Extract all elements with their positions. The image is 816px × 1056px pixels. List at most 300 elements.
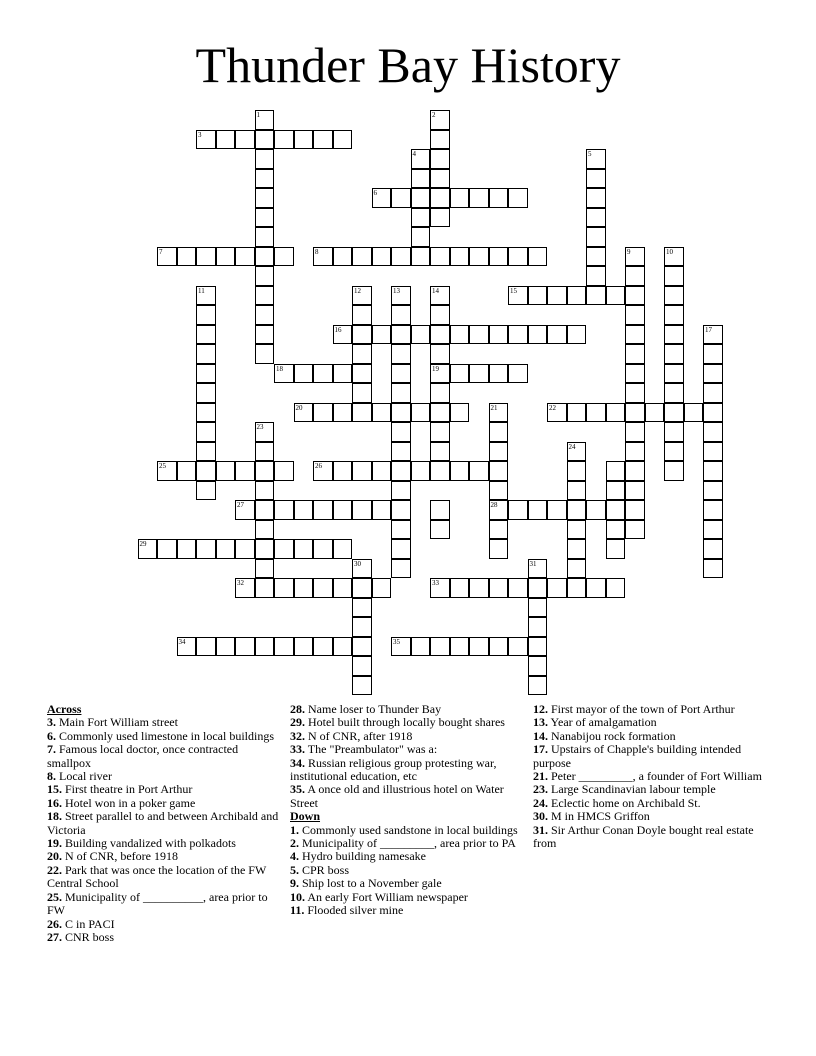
grid-cell[interactable] — [216, 539, 236, 559]
grid-cell[interactable] — [430, 442, 450, 462]
grid-cell[interactable] — [625, 247, 645, 267]
grid-cell[interactable] — [255, 422, 275, 442]
grid-cell[interactable] — [508, 325, 528, 345]
grid-cell[interactable] — [352, 578, 372, 598]
grid-cell[interactable] — [528, 598, 548, 618]
grid-cell[interactable] — [333, 637, 353, 657]
grid-cell[interactable] — [703, 422, 723, 442]
grid-cell[interactable] — [313, 539, 333, 559]
grid-cell[interactable] — [255, 520, 275, 540]
grid-cell[interactable] — [625, 461, 645, 481]
grid-cell[interactable] — [528, 676, 548, 696]
grid-cell[interactable] — [352, 383, 372, 403]
grid-cell[interactable] — [528, 286, 548, 306]
grid-cell[interactable] — [489, 325, 509, 345]
grid-cell[interactable] — [547, 325, 567, 345]
grid-cell[interactable] — [216, 637, 236, 657]
grid-cell[interactable] — [567, 442, 587, 462]
grid-cell[interactable] — [430, 500, 450, 520]
grid-cell[interactable] — [664, 286, 684, 306]
grid-cell[interactable] — [391, 500, 411, 520]
grid-cell[interactable] — [391, 461, 411, 481]
grid-cell[interactable] — [196, 130, 216, 150]
grid-cell[interactable] — [450, 188, 470, 208]
grid-cell[interactable] — [508, 364, 528, 384]
grid-cell[interactable] — [430, 383, 450, 403]
grid-cell[interactable] — [196, 247, 216, 267]
grid-cell[interactable] — [664, 305, 684, 325]
grid-cell[interactable] — [508, 500, 528, 520]
grid-cell[interactable] — [255, 461, 275, 481]
grid-cell[interactable] — [586, 403, 606, 423]
grid-cell[interactable] — [313, 130, 333, 150]
grid-cell[interactable] — [703, 520, 723, 540]
grid-cell[interactable] — [177, 637, 197, 657]
grid-cell[interactable] — [411, 149, 431, 169]
grid-cell[interactable] — [274, 539, 294, 559]
grid-cell[interactable] — [469, 578, 489, 598]
grid-cell[interactable] — [372, 188, 392, 208]
grid-cell[interactable] — [391, 325, 411, 345]
grid-cell[interactable] — [313, 247, 333, 267]
grid-cell[interactable] — [313, 364, 333, 384]
grid-cell[interactable] — [294, 403, 314, 423]
grid-cell[interactable] — [625, 364, 645, 384]
grid-cell[interactable] — [450, 364, 470, 384]
grid-cell[interactable] — [508, 578, 528, 598]
grid-cell[interactable] — [508, 188, 528, 208]
grid-cell[interactable] — [352, 364, 372, 384]
grid-cell[interactable] — [274, 500, 294, 520]
clue-item — [290, 783, 522, 810]
grid-cell[interactable] — [547, 403, 567, 423]
grid-cell[interactable] — [138, 539, 158, 559]
grid-cell[interactable] — [508, 637, 528, 657]
grid-cell[interactable] — [372, 578, 392, 598]
grid-cell[interactable] — [703, 403, 723, 423]
grid-cell[interactable] — [391, 637, 411, 657]
grid-cell[interactable] — [567, 578, 587, 598]
grid-cell[interactable] — [294, 578, 314, 598]
grid-cell[interactable] — [177, 247, 197, 267]
grid-cell[interactable] — [625, 422, 645, 442]
grid-cell[interactable] — [411, 169, 431, 189]
grid-cell[interactable] — [664, 403, 684, 423]
clue-number: 28 — [490, 501, 498, 509]
grid-cell[interactable] — [586, 227, 606, 247]
grid-cell[interactable] — [664, 364, 684, 384]
grid-cell[interactable] — [255, 559, 275, 579]
grid-cell[interactable] — [196, 637, 216, 657]
grid-cell[interactable] — [352, 325, 372, 345]
grid-cell[interactable] — [489, 247, 509, 267]
grid-cell[interactable] — [216, 130, 236, 150]
grid-cell[interactable] — [703, 461, 723, 481]
grid-cell[interactable] — [255, 325, 275, 345]
grid-cell[interactable] — [469, 461, 489, 481]
grid-cell[interactable] — [430, 364, 450, 384]
grid-cell[interactable] — [196, 442, 216, 462]
grid-cell[interactable] — [216, 461, 236, 481]
grid-cell[interactable] — [372, 500, 392, 520]
grid-cell[interactable] — [489, 188, 509, 208]
grid-cell[interactable] — [255, 500, 275, 520]
grid-cell[interactable] — [528, 656, 548, 676]
grid-cell[interactable] — [664, 461, 684, 481]
grid-cell[interactable] — [430, 520, 450, 540]
grid-cell[interactable] — [255, 110, 275, 130]
grid-cell[interactable] — [255, 305, 275, 325]
grid-cell[interactable] — [489, 637, 509, 657]
grid-cell[interactable] — [196, 481, 216, 501]
grid-cell[interactable] — [664, 266, 684, 286]
grid-cell[interactable] — [430, 110, 450, 130]
grid-cell[interactable] — [411, 188, 431, 208]
grid-cell[interactable] — [703, 383, 723, 403]
grid-cell[interactable] — [255, 266, 275, 286]
grid-cell[interactable] — [333, 539, 353, 559]
grid-cell[interactable] — [567, 325, 587, 345]
grid-cell[interactable] — [430, 188, 450, 208]
grid-cell[interactable] — [352, 559, 372, 579]
grid-cell[interactable] — [196, 325, 216, 345]
grid-cell[interactable] — [606, 520, 626, 540]
grid-cell[interactable] — [391, 344, 411, 364]
grid-cell[interactable] — [294, 539, 314, 559]
grid-cell[interactable] — [430, 461, 450, 481]
grid-cell[interactable] — [489, 578, 509, 598]
grid-cell[interactable] — [196, 344, 216, 364]
grid-cell[interactable] — [196, 364, 216, 384]
grid-cell[interactable] — [469, 188, 489, 208]
grid-cell[interactable] — [586, 208, 606, 228]
grid-cell[interactable] — [703, 481, 723, 501]
clue-item — [47, 850, 279, 863]
grid-cell[interactable] — [294, 364, 314, 384]
grid-cell[interactable] — [606, 461, 626, 481]
grid-cell[interactable] — [391, 422, 411, 442]
grid-cell[interactable] — [508, 247, 528, 267]
grid-cell[interactable] — [547, 500, 567, 520]
grid-cell[interactable] — [430, 305, 450, 325]
grid-cell[interactable] — [157, 247, 177, 267]
grid-cell[interactable] — [625, 442, 645, 462]
grid-cell[interactable] — [196, 305, 216, 325]
grid-cell[interactable] — [450, 403, 470, 423]
grid-cell[interactable] — [450, 578, 470, 598]
grid-cell[interactable] — [255, 539, 275, 559]
grid-cell[interactable] — [586, 500, 606, 520]
grid-cell[interactable] — [411, 208, 431, 228]
grid-cell[interactable] — [625, 286, 645, 306]
grid-cell[interactable] — [430, 130, 450, 150]
grid-cell[interactable] — [391, 520, 411, 540]
grid-cell[interactable] — [469, 325, 489, 345]
grid-cell[interactable] — [664, 325, 684, 345]
grid-cell[interactable] — [255, 578, 275, 598]
grid-cell[interactable] — [255, 130, 275, 150]
grid-cell[interactable] — [606, 481, 626, 501]
grid-cell[interactable] — [625, 266, 645, 286]
grid-cell[interactable] — [352, 598, 372, 618]
grid-cell[interactable] — [235, 500, 255, 520]
grid-cell[interactable] — [489, 500, 509, 520]
grid-cell[interactable] — [352, 403, 372, 423]
grid-cell[interactable] — [391, 403, 411, 423]
grid-cell[interactable] — [469, 247, 489, 267]
grid-cell[interactable] — [528, 578, 548, 598]
grid-cell[interactable] — [430, 149, 450, 169]
grid-cell[interactable] — [664, 344, 684, 364]
grid-cell[interactable] — [450, 637, 470, 657]
grid-cell[interactable] — [664, 422, 684, 442]
grid-cell[interactable] — [489, 461, 509, 481]
grid-cell[interactable] — [684, 403, 704, 423]
grid-cell[interactable] — [352, 637, 372, 657]
grid-cell[interactable] — [586, 286, 606, 306]
grid-cell[interactable] — [235, 247, 255, 267]
grid-cell[interactable] — [567, 500, 587, 520]
grid-cell[interactable] — [508, 286, 528, 306]
grid-cell[interactable] — [489, 364, 509, 384]
grid-cell[interactable] — [430, 325, 450, 345]
grid-cell[interactable] — [625, 325, 645, 345]
grid-cell[interactable] — [411, 247, 431, 267]
grid-cell[interactable] — [703, 344, 723, 364]
grid-cell[interactable] — [196, 403, 216, 423]
grid-cell[interactable] — [235, 130, 255, 150]
grid-cell[interactable] — [430, 403, 450, 423]
grid-cell[interactable] — [430, 344, 450, 364]
grid-cell[interactable] — [625, 305, 645, 325]
grid-cell[interactable] — [664, 247, 684, 267]
grid-cell[interactable] — [703, 442, 723, 462]
grid-cell[interactable] — [411, 227, 431, 247]
grid-cell[interactable] — [528, 617, 548, 637]
grid-cell[interactable] — [333, 500, 353, 520]
grid-cell[interactable] — [645, 403, 665, 423]
grid-cell[interactable] — [274, 130, 294, 150]
grid-cell[interactable] — [196, 383, 216, 403]
grid-cell[interactable] — [352, 500, 372, 520]
grid-cell[interactable] — [372, 247, 392, 267]
grid-cell[interactable] — [567, 520, 587, 540]
grid-cell[interactable] — [352, 247, 372, 267]
grid-cell[interactable] — [489, 403, 509, 423]
grid-cell[interactable] — [352, 344, 372, 364]
clue-item — [47, 931, 279, 944]
grid-cell[interactable] — [430, 208, 450, 228]
grid-cell[interactable] — [391, 442, 411, 462]
grid-cell[interactable] — [625, 520, 645, 540]
clue-item-text: Park that was once the location of the FW Central School — [47, 862, 267, 891]
grid-cell[interactable] — [411, 325, 431, 345]
grid-cell[interactable] — [294, 637, 314, 657]
grid-cell[interactable] — [391, 559, 411, 579]
grid-cell[interactable] — [391, 305, 411, 325]
grid-cell[interactable] — [274, 461, 294, 481]
grid-cell[interactable] — [294, 500, 314, 520]
grid-cell[interactable] — [625, 481, 645, 501]
grid-cell[interactable] — [528, 247, 548, 267]
grid-cell[interactable] — [157, 539, 177, 559]
grid-cell[interactable] — [391, 286, 411, 306]
grid-cell[interactable] — [703, 364, 723, 384]
grid-cell[interactable] — [216, 247, 236, 267]
grid-cell[interactable] — [274, 247, 294, 267]
grid-cell[interactable] — [469, 637, 489, 657]
grid-cell[interactable] — [469, 364, 489, 384]
grid-cell[interactable] — [430, 578, 450, 598]
grid-cell[interactable] — [391, 247, 411, 267]
grid-cell[interactable] — [586, 266, 606, 286]
grid-cell[interactable] — [567, 481, 587, 501]
grid-cell[interactable] — [255, 481, 275, 501]
grid-cell[interactable] — [430, 169, 450, 189]
grid-cell[interactable] — [606, 500, 626, 520]
grid-cell[interactable] — [528, 500, 548, 520]
grid-cell[interactable] — [489, 442, 509, 462]
grid-cell[interactable] — [567, 461, 587, 481]
grid-cell[interactable] — [352, 286, 372, 306]
grid-cell[interactable] — [235, 578, 255, 598]
grid-cell[interactable] — [333, 578, 353, 598]
grid-cell[interactable] — [411, 637, 431, 657]
grid-cell[interactable] — [313, 461, 333, 481]
grid-cell[interactable] — [333, 364, 353, 384]
grid-cell[interactable] — [255, 149, 275, 169]
grid-cell[interactable] — [450, 325, 470, 345]
grid-cell[interactable] — [567, 559, 587, 579]
grid-cell[interactable] — [489, 481, 509, 501]
grid-cell[interactable] — [489, 520, 509, 540]
grid-cell[interactable] — [274, 637, 294, 657]
grid-cell[interactable] — [177, 539, 197, 559]
grid-cell[interactable] — [255, 227, 275, 247]
grid-cell[interactable] — [255, 344, 275, 364]
grid-cell[interactable] — [313, 403, 333, 423]
grid-cell[interactable] — [313, 637, 333, 657]
grid-cell[interactable] — [391, 383, 411, 403]
grid-cell[interactable] — [606, 286, 626, 306]
grid-cell[interactable] — [196, 539, 216, 559]
grid-cell[interactable] — [313, 578, 333, 598]
grid-cell[interactable] — [586, 247, 606, 267]
clue-item-text: Peter _________, a founder of Fort William — [548, 769, 762, 784]
grid-cell[interactable] — [450, 247, 470, 267]
grid-cell[interactable] — [333, 130, 353, 150]
grid-cell[interactable] — [625, 403, 645, 423]
grid-cell[interactable] — [606, 403, 626, 423]
grid-cell[interactable] — [391, 364, 411, 384]
grid-cell[interactable] — [274, 364, 294, 384]
grid-cell[interactable] — [586, 188, 606, 208]
grid-cell[interactable] — [352, 305, 372, 325]
grid-cell[interactable] — [586, 578, 606, 598]
grid-cell[interactable] — [255, 169, 275, 189]
clue-item — [533, 797, 765, 810]
grid-cell[interactable] — [372, 325, 392, 345]
grid-cell[interactable] — [411, 461, 431, 481]
grid-cell[interactable] — [567, 539, 587, 559]
grid-cell[interactable] — [547, 286, 567, 306]
grid-cell[interactable] — [450, 461, 470, 481]
grid-cell[interactable] — [625, 500, 645, 520]
grid-cell[interactable] — [430, 422, 450, 442]
grid-cell[interactable] — [430, 286, 450, 306]
grid-cell[interactable] — [235, 461, 255, 481]
grid-cell[interactable] — [196, 461, 216, 481]
grid-cell[interactable] — [313, 500, 333, 520]
grid-cell[interactable] — [352, 676, 372, 696]
grid-cell[interactable] — [391, 188, 411, 208]
grid-cell[interactable] — [255, 208, 275, 228]
grid-cell[interactable] — [703, 559, 723, 579]
grid-cell[interactable] — [586, 149, 606, 169]
grid-cell[interactable] — [255, 188, 275, 208]
grid-cell[interactable] — [391, 481, 411, 501]
grid-cell[interactable] — [352, 656, 372, 676]
grid-cell[interactable] — [489, 539, 509, 559]
across-heading: Across — [47, 702, 82, 716]
grid-cell[interactable] — [372, 461, 392, 481]
grid-cell[interactable] — [157, 461, 177, 481]
grid-cell[interactable] — [196, 422, 216, 442]
grid-cell[interactable] — [528, 637, 548, 657]
grid-cell[interactable] — [664, 442, 684, 462]
grid-cell[interactable] — [411, 403, 431, 423]
grid-cell[interactable] — [333, 325, 353, 345]
grid-cell[interactable] — [547, 578, 567, 598]
grid-cell[interactable] — [255, 286, 275, 306]
grid-cell[interactable] — [528, 559, 548, 579]
grid-cell[interactable] — [567, 403, 587, 423]
grid-cell[interactable] — [352, 617, 372, 637]
grid-cell[interactable] — [372, 403, 392, 423]
grid-cell[interactable] — [255, 442, 275, 462]
grid-cell[interactable] — [567, 286, 587, 306]
grid-cell[interactable] — [625, 383, 645, 403]
grid-cell[interactable] — [606, 578, 626, 598]
grid-cell[interactable] — [703, 325, 723, 345]
grid-cell[interactable] — [352, 461, 372, 481]
grid-cell[interactable] — [333, 403, 353, 423]
grid-cell[interactable] — [625, 344, 645, 364]
grid-cell[interactable] — [606, 539, 626, 559]
grid-cell[interactable] — [528, 325, 548, 345]
grid-cell[interactable] — [255, 637, 275, 657]
grid-cell[interactable] — [235, 637, 255, 657]
grid-cell[interactable] — [430, 247, 450, 267]
clue-item-text: Building vandalized with polkadots — [62, 836, 236, 851]
clue-number: 19 — [432, 364, 439, 373]
grid-cell[interactable] — [703, 500, 723, 520]
grid-cell[interactable] — [294, 130, 314, 150]
grid-cell[interactable] — [274, 578, 294, 598]
grid-cell[interactable] — [333, 247, 353, 267]
grid-cell[interactable] — [177, 461, 197, 481]
grid-cell[interactable] — [664, 383, 684, 403]
grid-cell[interactable] — [255, 247, 275, 267]
grid-cell[interactable] — [586, 169, 606, 189]
grid-cell[interactable] — [235, 539, 255, 559]
grid-cell[interactable] — [196, 286, 216, 306]
grid-cell[interactable] — [430, 637, 450, 657]
grid-cell[interactable] — [703, 539, 723, 559]
grid-cell[interactable] — [333, 461, 353, 481]
grid-cell[interactable] — [391, 539, 411, 559]
grid-cell[interactable] — [489, 422, 509, 442]
